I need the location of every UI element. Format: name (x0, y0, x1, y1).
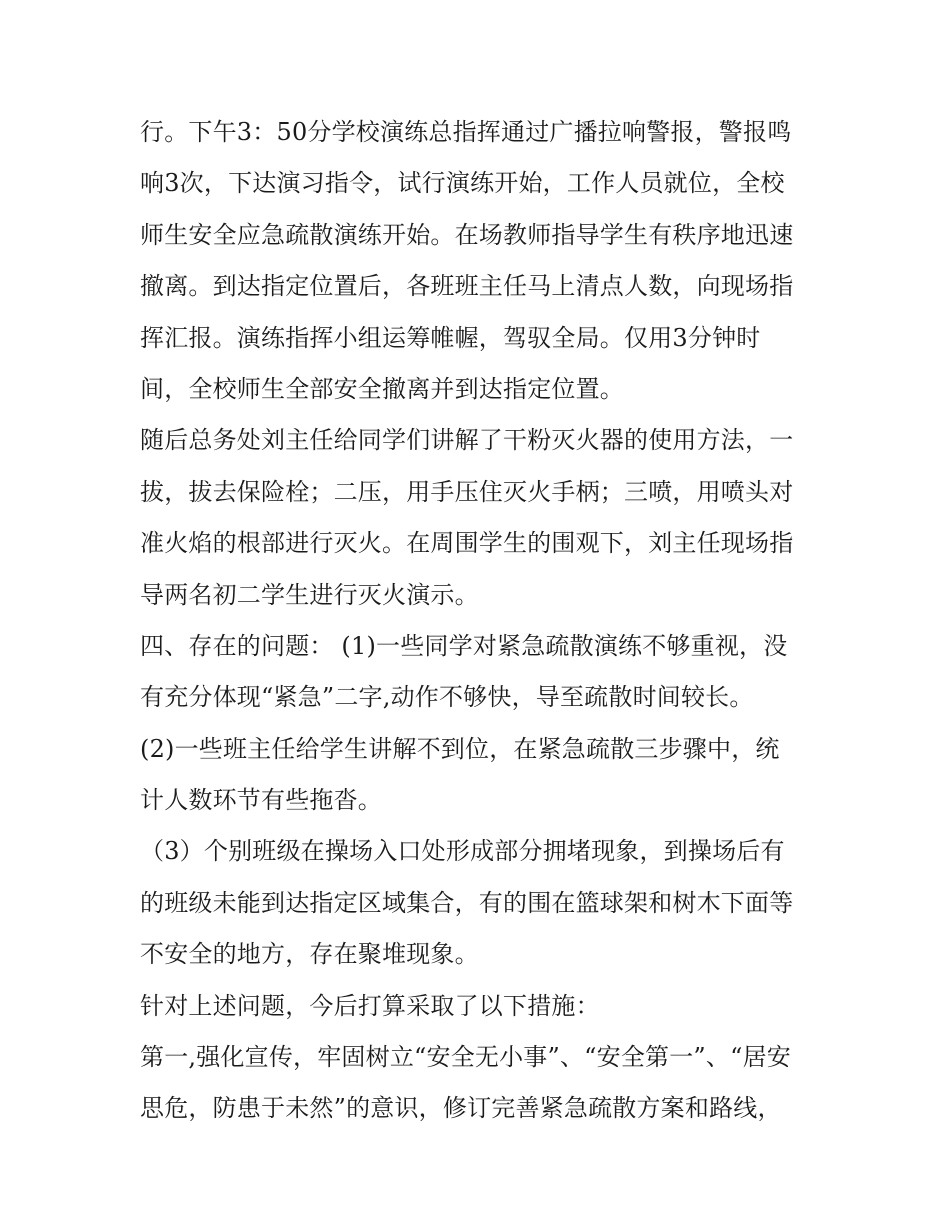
document-body (140, 107, 830, 1135)
text-line: 第一,强化宣传，牢固树立“安全无小事”、“安全第一”、“居安 (140, 1043, 791, 1072)
text-line: 响3次，下达演习指令，试行演练开始，工作人员就位，全校 (140, 169, 785, 198)
text-line: 拔，拔去保险栓；二压，用手压住灭火手柄；三喷，用喷头对 (140, 477, 794, 506)
text-line: 准火焰的根部进行灭火。在周围学生的围观下，刘主任现场指 (140, 529, 794, 558)
text-line: 挥汇报。演练指挥小组运筹帷幄，驾驭全局。仅用3分钟时 (140, 323, 761, 352)
text-line: 导两名初二学生进行灭火演示。 (140, 580, 479, 609)
text-line: 间，全校师生全部安全撤离并到达指定位置。 (140, 374, 624, 403)
text-line: 不安全的地方，存在聚堆现象。 (140, 940, 479, 969)
text-line: 的班级未能到达指定区域集合，有的围在篮球架和树木下面等 (140, 888, 794, 917)
text-line: 四、存在的问题： (1)一些同学对紧急疏散演练不够重视，没 (140, 631, 788, 660)
text-line: 针对上述问题，今后打算采取了以下措施： (140, 991, 600, 1020)
text-line: (2)一些班主任给学生讲解不到位，在紧急疏散三步骤中，统 (140, 734, 780, 763)
text-line: 计人数环节有些拖沓。 (140, 786, 382, 815)
text-line: 师生安全应急疏散演练开始。在场教师指导学生有秩序地迅速 (140, 220, 794, 249)
text-line: （3）个别班级在操场入口处形成部分拥堵现象，到操场后有 (140, 837, 785, 866)
text-line: 有充分体现“紧急”二字,动作不够快，导至疏散时间较长。 (140, 683, 754, 712)
text-line: 撤离。到达指定位置后，各班班主任马上清点人数，向现场指 (140, 272, 794, 301)
text-line: 思危，防患于未然”的意识，修订完善紧急疏散方案和路线， (140, 1094, 782, 1123)
text-line: 随后总务处刘主任给同学们讲解了干粉灭火器的使用方法，一 (140, 426, 794, 455)
text-line: 行。下午3：50分学校演练总指挥通过广播拉响警报，警报鸣 (140, 118, 792, 146)
